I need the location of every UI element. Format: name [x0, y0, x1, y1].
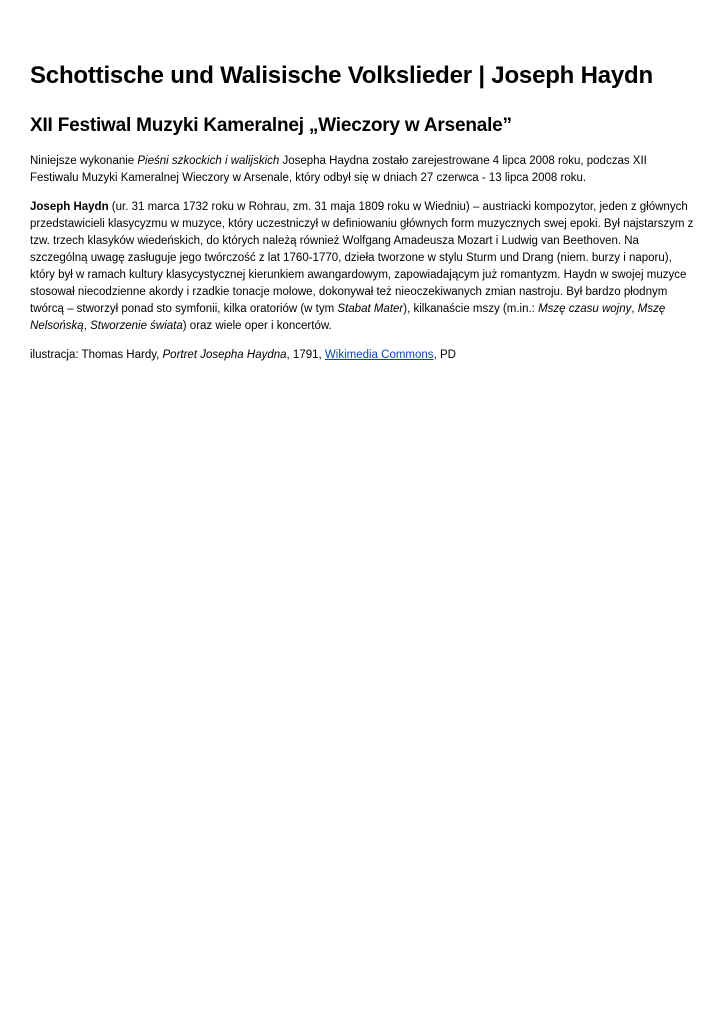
- intro-work-title: Pieśni szkockich i walijskich: [137, 155, 280, 167]
- bio-work-2: Mszę czasu wojny: [538, 303, 632, 315]
- credit-text-1: ilustracja: Thomas Hardy,: [30, 349, 163, 361]
- intro-text-2: Josepha Haydna zostało zarejestrowane 4 lipca 2008 roku, podczas XII Festiwalu Muzyki Kameralnej Wieczory w Arsenale, który odbył się w dniach 27 czerwca - 13 lipca 2008 roku.: [30, 155, 647, 184]
- wikimedia-commons-link[interactable]: Wikimedia Commons: [324, 349, 434, 361]
- page-title: Schottische und Walisische Volkslieder | Joseph Haydn: [30, 62, 653, 89]
- credit-text-2: , 1791,: [286, 349, 325, 361]
- bio-text-3: ,: [631, 303, 638, 315]
- document-body: [30, 153, 696, 376]
- bio-work-4: Stworzenie świata: [90, 320, 183, 332]
- bio-name: Joseph Haydn: [30, 201, 109, 213]
- intro-text-1: Niniejsze wykonanie: [30, 155, 138, 167]
- bio-text-5: ) oraz wiele oper i koncertów.: [182, 320, 332, 332]
- bio-work-1: Stabat Mater: [337, 303, 404, 315]
- bio-text-2: ), kilkanaście mszy (m.in.:: [403, 303, 539, 315]
- intro-paragraph: [30, 153, 696, 187]
- credit-artwork-title: Portret Josepha Haydna: [162, 349, 287, 361]
- credit-paragraph: [30, 347, 696, 364]
- bio-text-1: (ur. 31 marca 1732 roku w Rohrau, zm. 31 maja 1809 roku w Wiedniu) – austriacki kompozytor, jeden z głównych przedstawicieli klasycyzmu w muzyce, który uczestniczył w definiowaniu głównych form muzycznych swej epoki. Był najstarszym z tzw. trzech klasyków wiedeńskich, do których należą również Wolfgang Amadeusza Mozart i Ludwig van Beethoven. Na szczególną uwagę zasługuje jego twórczość z lat 1760-1770, dzieła tworzone w stylu Sturm und Drang (niem. burzy i naporu), który był w ramach kultury klasycystycznej kierunkiem awangardowym, zapowiadającym już romantyzm. Haydn w swojej muzyce stosował niecodzienne akordy i rzadkie tonacje molowe, dokonywał też nieoczekiwanych zmian nastroju. Był bardzo płodnym twórcą – stworzył ponad sto symfonii, kilka oratoriów (w tym: [30, 201, 694, 315]
- bio-work-3: Mszę Nelsońską: [30, 303, 666, 332]
- bio-paragraph: [30, 199, 696, 335]
- credit-text-3: , PD: [433, 349, 456, 361]
- bio-text-4: ,: [83, 320, 91, 332]
- page-subtitle: XII Festiwal Muzyki Kameralnej „Wieczory w Arsenale”: [30, 115, 512, 136]
